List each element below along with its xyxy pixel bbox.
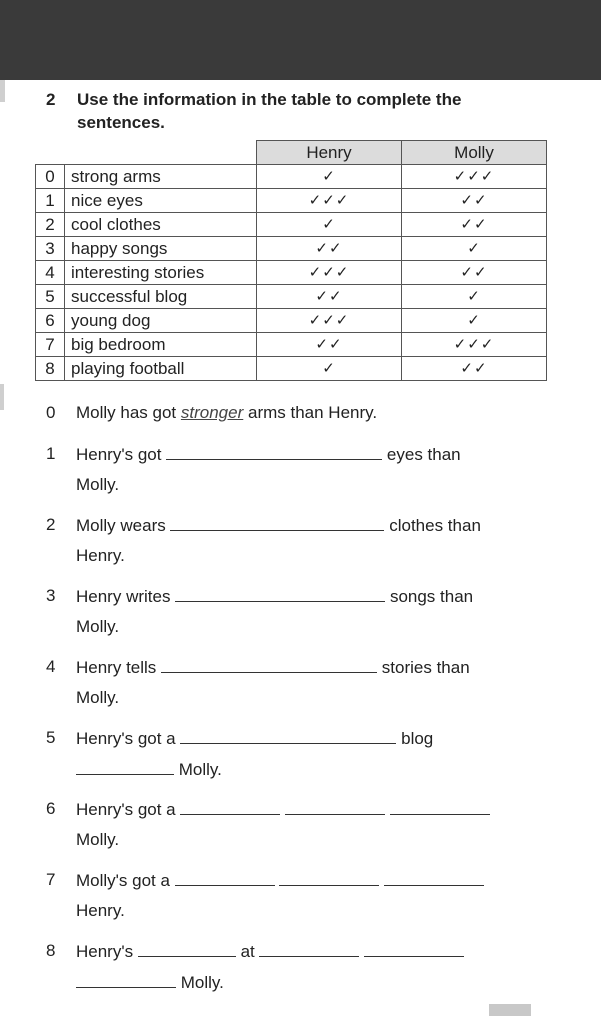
table-row [36,237,547,261]
row-number: 7 [36,333,65,357]
row-label: big bedroom [65,333,257,357]
row-number: 5 [36,285,65,309]
molly-ticks: ✓✓✓ [402,165,547,189]
row-label: happy songs [65,237,257,261]
sentence-part: Molly. [76,688,120,707]
answer-blank[interactable] [170,510,384,531]
henry-ticks: ✓✓✓ [257,309,402,333]
row-number: 8 [36,357,65,381]
table-row [36,165,547,189]
sentence-text [76,865,556,926]
sentence-part: stories than [381,658,470,677]
table-row [36,333,547,357]
henry-ticks: ✓ [257,165,402,189]
sentence-part: Molly. [76,475,120,494]
molly-ticks: ✓ [402,285,547,309]
sentence-number: 4 [46,657,56,676]
sentence-part: at [240,942,255,961]
sentence-number: 6 [46,799,56,818]
molly-ticks: ✓✓ [402,189,547,213]
row-number: 3 [36,237,65,261]
example-answer: stronger [180,403,244,422]
sentence-part: clothes than [389,516,481,535]
sentence-number: 7 [46,870,56,889]
sentence-text [76,581,556,642]
sentence-text [76,510,556,571]
table-row [36,213,547,237]
sentence-number: 0 [46,403,56,422]
answer-blank[interactable] [180,723,396,744]
answer-blank[interactable] [175,581,385,602]
answer-blank[interactable] [138,936,236,957]
henry-ticks: ✓ [257,357,402,381]
sentence-part: Molly's got a [76,871,170,890]
answer-blank[interactable] [175,865,275,886]
answer-blank[interactable] [259,936,359,957]
sentence-part: blog [401,729,434,748]
table-row [36,357,547,381]
henry-ticks: ✓✓✓ [257,189,402,213]
top-dark-bar [0,0,601,80]
exercise-number: 2 [46,90,56,109]
sentence-part: Henry. [76,901,125,920]
sentence-part: Henry. [76,546,125,565]
answer-blank[interactable] [166,439,382,460]
molly-ticks: ✓ [402,309,547,333]
row-number: 1 [36,189,65,213]
molly-ticks: ✓✓ [402,357,547,381]
henry-ticks: ✓✓✓ [257,261,402,285]
molly-ticks: ✓✓ [402,213,547,237]
exercise-instruction: Use the information in the table to complete the sentences. [77,90,462,132]
row-number: 2 [36,213,65,237]
answer-blank[interactable] [285,794,385,815]
sentence-part: Molly wears [76,516,166,535]
sentence-part: Henry's got a [76,800,176,819]
answer-blank[interactable] [384,865,484,886]
page-edge-mark [0,80,5,102]
molly-ticks: ✓✓ [402,261,547,285]
henry-ticks: ✓ [257,213,402,237]
page-corner-mark [489,1004,531,1016]
table-header-row [36,141,547,165]
row-label: playing football [65,357,257,381]
answer-blank[interactable] [161,652,377,673]
row-number: 6 [36,309,65,333]
comparison-table [35,140,547,381]
molly-ticks: ✓✓✓ [402,333,547,357]
row-label: strong arms [65,165,257,189]
answer-blank[interactable] [76,754,174,775]
sentence-number: 1 [46,444,56,463]
sentence-part: songs than [389,587,474,606]
sentence-part: Henry tells [76,658,157,677]
sentence-part: Molly. [180,973,224,992]
sentence-part: Henry's got [76,445,162,464]
row-number: 0 [36,165,65,189]
henry-ticks: ✓✓ [257,333,402,357]
row-label: interesting stories [65,261,257,285]
row-label: nice eyes [65,189,257,213]
answer-blank[interactable] [390,794,490,815]
sentence-part: arms than Henry. [243,403,378,422]
table-row [36,309,547,333]
sentence-number: 3 [46,586,56,605]
row-number: 4 [36,261,65,285]
sentence-number: 8 [46,941,56,960]
header-henry: Henry [257,141,402,165]
sentence-number: 5 [46,728,56,747]
answer-blank[interactable] [180,794,280,815]
page-edge-mark [0,384,4,410]
sentence-text [76,936,556,998]
answer-blank[interactable] [279,865,379,886]
sentence-text [76,723,556,785]
sentence-text [76,398,556,428]
answer-blank[interactable] [364,936,464,957]
row-label: young dog [65,309,257,333]
sentence-part: Henry's got a [76,729,176,748]
henry-ticks: ✓✓ [257,285,402,309]
henry-ticks: ✓✓ [257,237,402,261]
sentence-part: Molly. [76,617,120,636]
sentence-part: Henry's [76,942,134,961]
sentence-number: 2 [46,515,56,534]
sentence-text [76,652,556,713]
sentence-part: Molly. [76,830,120,849]
row-label: successful blog [65,285,257,309]
molly-ticks: ✓ [402,237,547,261]
answer-blank[interactable] [76,967,176,988]
table-row [36,261,547,285]
sentence-text [76,794,556,855]
sentence-text [76,439,556,500]
sentence-part: Molly has got [76,403,181,422]
sentence-part: Molly. [178,760,222,779]
table-row [36,285,547,309]
table-row [36,189,547,213]
sentence-part: eyes than [386,445,461,464]
row-label: cool clothes [65,213,257,237]
sentence-part: Henry writes [76,587,171,606]
table-header-blank [36,141,257,165]
header-molly: Molly [402,141,547,165]
